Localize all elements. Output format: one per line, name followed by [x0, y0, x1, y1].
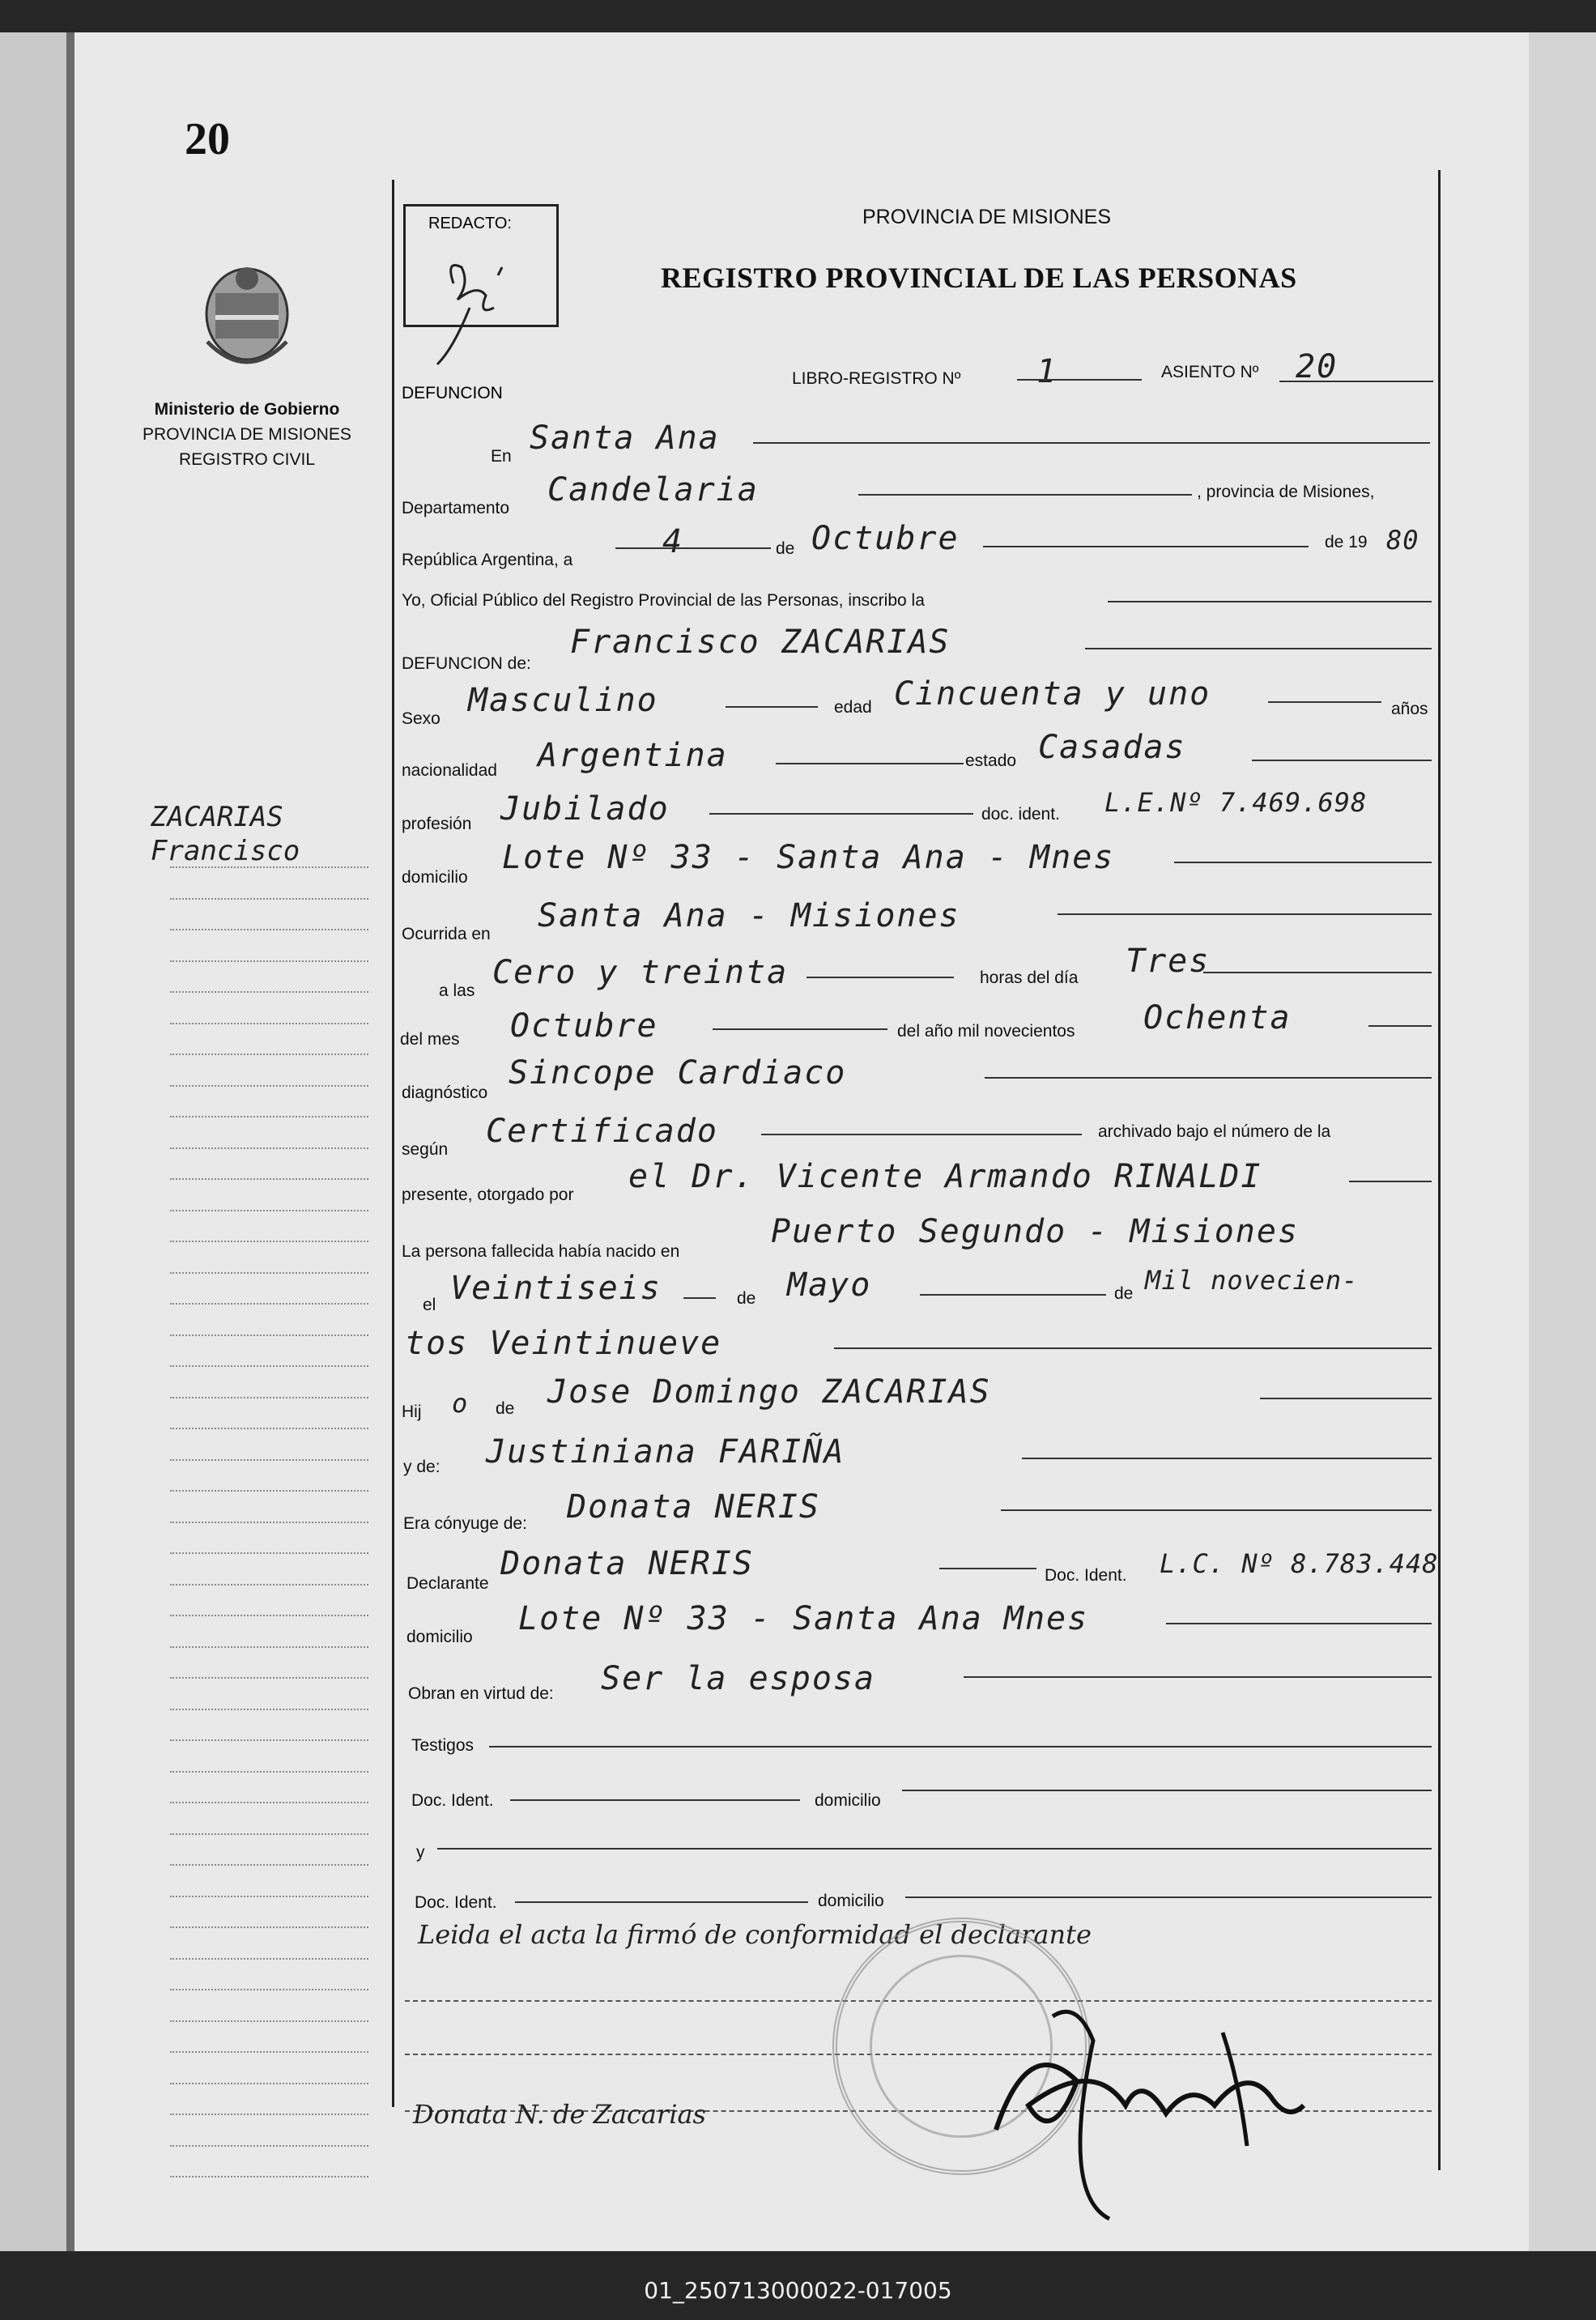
margin-ruled-line	[170, 1522, 368, 1523]
estado-label: estado	[965, 751, 1017, 770]
ministry-heading	[130, 397, 364, 472]
en-label: En	[491, 447, 512, 466]
scan-file-id: 01_250713000022-017005	[644, 2277, 952, 2304]
testigo2-line	[437, 1848, 1432, 1850]
domicilio-line	[1174, 862, 1432, 863]
edad-value: Cincuenta y uno	[894, 675, 1211, 713]
margin-ruled-line	[170, 1709, 368, 1710]
margin-ruled-line	[170, 1178, 368, 1180]
nac-anio-line	[834, 1347, 1432, 1349]
declarante-signature: Donata N. de Zacarias	[413, 2099, 706, 2130]
y-label: y	[416, 1843, 425, 1862]
testigo1-doc-label: Doc. Ident.	[411, 1791, 494, 1810]
el-label: el	[423, 1296, 436, 1314]
otorgado-por-line	[1349, 1181, 1432, 1182]
hij-de-label: de	[496, 1399, 515, 1418]
margin-ruled-line	[170, 1833, 368, 1835]
ocurrida-en-label: Ocurrida en	[402, 925, 491, 943]
de-nac-anio-label: de	[1114, 1284, 1134, 1303]
y-de-label: y de:	[403, 1458, 440, 1476]
margin-ruled-line	[170, 1303, 368, 1305]
ocurrida-en-value: Santa Ana - Misiones	[538, 897, 960, 934]
margin-ruled-line	[170, 1926, 368, 1928]
anio-value: 80	[1386, 525, 1419, 556]
nacionalidad-value: Argentina	[538, 737, 728, 774]
margin-given-name: Francisco	[151, 835, 300, 867]
margin-ruled-line	[170, 2176, 368, 2177]
margin-surname: ZACARIAS	[151, 801, 283, 833]
adjacent-page-right	[1529, 32, 1596, 2251]
lugar-value: Santa Ana	[530, 419, 720, 457]
margin-ruled-line	[170, 1023, 368, 1024]
margin-ruled-line	[170, 2145, 368, 2147]
estado-value: Casadas	[1038, 729, 1186, 766]
testigo2-doc-line	[515, 1901, 808, 1903]
province-heading: PROVINCIA DE MISIONES	[862, 206, 1112, 228]
margin-ruled-line	[170, 866, 368, 868]
ministry-line-1: Ministerio de Gobierno	[154, 400, 340, 419]
margin-ruled-line	[170, 1739, 368, 1741]
leida-el-acta-text: Leida el acta la firmó de conformidad el declarante	[418, 1919, 1092, 1950]
testigos-label: Testigos	[411, 1736, 475, 1755]
segun-value: Certificado	[486, 1113, 718, 1150]
departamento-line	[858, 494, 1192, 496]
decl-domicilio-line	[1166, 1623, 1432, 1624]
margin-ruled-line	[170, 1428, 368, 1429]
hijo-sufijo-value: o	[452, 1388, 469, 1419]
horas-del-dia-label: horas del día	[980, 968, 1079, 987]
departamento-value: Candelaria	[547, 471, 759, 509]
ocurrida-en-line	[1058, 913, 1432, 915]
archivado-label: archivado bajo el número de la	[1098, 1122, 1331, 1141]
margin-ruled-line	[170, 991, 368, 993]
margin-ruled-line	[170, 1054, 368, 1055]
margin-ruled-line	[170, 1335, 368, 1336]
margin-ruled-line	[170, 1802, 368, 1803]
page-number: 20	[185, 114, 230, 164]
declarante-value: Donata NERIS	[500, 1545, 754, 1582]
departamento-label: Departamento	[402, 499, 510, 517]
conyuge-value: Donata NERIS	[567, 1488, 820, 1526]
del-ano-mil-label: del año mil novecientos	[897, 1022, 1075, 1041]
persona-nacido-label: La persona fallecida había nacido en	[402, 1242, 680, 1261]
margin-ruled-line	[170, 1147, 368, 1149]
decl-domicilio-label: domicilio	[406, 1628, 473, 1646]
mes-fallecimiento-line	[713, 1028, 887, 1030]
margin-ruled-line	[170, 898, 368, 900]
sexo-line	[726, 706, 818, 708]
testigo1-domicilio-label: domicilio	[815, 1791, 881, 1810]
domicilio-label: domicilio	[402, 868, 468, 887]
diagnostico-line	[985, 1077, 1432, 1079]
hora-value: Cero y treinta	[492, 954, 789, 991]
otorgado-por-value: el Dr. Vicente Armando RINALDI	[628, 1158, 1262, 1195]
margin-ruled-line	[170, 1085, 368, 1087]
de-19-label: de 19	[1325, 533, 1368, 551]
segun-label: según	[402, 1140, 449, 1159]
padre-value: Jose Domingo ZACARIAS	[547, 1373, 991, 1411]
libro-value: 1	[1036, 353, 1058, 390]
sexo-value: Masculino	[468, 682, 658, 719]
testigo2-doc-label: Doc. Ident.	[415, 1893, 497, 1912]
nac-anio-value-2: tos Veintinueve	[405, 1325, 722, 1362]
nacionalidad-line	[776, 763, 964, 764]
declarante-line	[939, 1568, 1036, 1569]
diagnostico-value: Sincope Cardiaco	[509, 1054, 847, 1092]
margin-ruled-line	[170, 1615, 368, 1616]
adjacent-page-left	[0, 32, 66, 2251]
dia-value: 4	[662, 523, 684, 560]
asiento-value: 20	[1296, 348, 1339, 385]
diagnostico-label: diagnóstico	[402, 1083, 488, 1102]
provincia-misiones-label: , provincia de Misiones,	[1197, 483, 1375, 501]
hij-label: Hij	[402, 1403, 422, 1421]
domicilio-value: Lote Nº 33 - Santa Ana - Mnes	[502, 839, 1115, 876]
margin-ruled-line	[170, 1397, 368, 1398]
obran-value: Ser la esposa	[601, 1660, 876, 1697]
fallecido-line	[1085, 648, 1432, 649]
margin-ruled-line	[170, 1677, 368, 1679]
margin-ruled-line	[170, 2114, 368, 2115]
anio-fallecimiento-line	[1368, 1025, 1432, 1027]
madre-line	[1022, 1458, 1432, 1459]
nac-dia-line	[683, 1297, 716, 1299]
profesion-value: Jubilado	[500, 790, 670, 828]
doc-ident-value: L.E.Nº 7.469.698	[1104, 787, 1368, 818]
edad-label: edad	[834, 698, 872, 717]
asiento-line	[1279, 381, 1433, 382]
ministry-line-3: REGISTRO CIVIL	[178, 450, 316, 469]
libro-line	[1017, 379, 1142, 381]
hora-line	[807, 977, 954, 978]
margin-ruled-line	[170, 2020, 368, 2022]
dia-fallecimiento-value: Tres	[1126, 943, 1211, 980]
margin-ruled-line	[170, 1210, 368, 1211]
registry-title: REGISTRO PROVINCIAL DE LAS PERSONAS	[661, 262, 1297, 294]
decl-doc-label: Doc. Ident.	[1045, 1566, 1127, 1585]
ministry-line-2: PROVINCIA DE MISIONES	[143, 425, 351, 444]
padre-line	[1260, 1398, 1432, 1399]
margin-ruled-line	[170, 1646, 368, 1648]
margin-ruled-line	[170, 1552, 368, 1554]
testigos-line	[489, 1746, 1432, 1747]
obran-label: Obran en virtud de:	[408, 1684, 554, 1703]
testigo1-domicilio-line	[902, 1790, 1432, 1791]
anio-fallecimiento-value: Ochenta	[1143, 999, 1292, 1037]
dia-line	[615, 547, 771, 549]
testigo2-domicilio-label: domicilio	[818, 1892, 884, 1910]
edad-line	[1268, 701, 1381, 703]
nac-anio-value-1: Mil novecien-	[1145, 1265, 1359, 1296]
de-nac-label: de	[737, 1289, 756, 1308]
margin-ruled-line	[170, 2051, 368, 2053]
mes-fallecimiento-value: Octubre	[510, 1007, 658, 1045]
nac-mes-value: Mayo	[787, 1266, 872, 1304]
testigo1-doc-line	[510, 1799, 800, 1801]
doc-ident-label: doc. ident.	[981, 805, 1060, 824]
defuncion-label: DEFUNCION	[402, 384, 503, 402]
margin-ruled-line	[170, 1989, 368, 1990]
fallecido-value: Francisco ZACARIAS	[570, 624, 951, 661]
libro-label: LIBRO-REGISTRO Nº	[792, 369, 961, 388]
margin-ruled-line	[170, 1958, 368, 1960]
redacto-label: REDACTO:	[428, 215, 512, 232]
presente-label: presente, otorgado por	[402, 1186, 574, 1204]
estado-line	[1252, 760, 1432, 761]
margin-index-note	[151, 800, 300, 868]
anos-label: años	[1391, 700, 1428, 718]
margin-ruled-line	[170, 1490, 368, 1492]
obran-line	[964, 1676, 1432, 1678]
era-conyuge-label: Era cónyuge de:	[403, 1514, 527, 1533]
margin-ruled-line	[170, 1771, 368, 1773]
testigo2-domicilio-line	[905, 1896, 1432, 1898]
margin-ruled-line	[170, 1864, 368, 1866]
nac-mes-line	[920, 1294, 1106, 1296]
conyuge-line	[1001, 1509, 1432, 1511]
lugar-line	[753, 442, 1430, 444]
de-label: de	[776, 539, 795, 558]
margin-ruled-line	[170, 1272, 368, 1274]
margin-ruled-line	[170, 929, 368, 930]
official-signature	[980, 1984, 1360, 2227]
margin-ruled-line	[170, 1241, 368, 1242]
margin-ruled-line	[170, 2083, 368, 2084]
nacionalidad-label: nacionalidad	[402, 761, 497, 780]
republica-label: República Argentina, a	[402, 551, 573, 569]
segun-line	[761, 1134, 1082, 1135]
profesion-label: profesión	[402, 815, 472, 833]
margin-ruled-line	[170, 1896, 368, 1897]
sexo-label: Sexo	[402, 709, 440, 728]
coat-of-arms-icon	[199, 261, 295, 374]
nacido-en-value: Puerto Segundo - Misiones	[771, 1213, 1300, 1250]
profesion-line	[709, 813, 973, 815]
right-vertical-rule	[1438, 170, 1441, 2170]
yo-oficial-label: Yo, Oficial Público del Registro Provincial de las Personas, inscribo la	[402, 591, 925, 610]
decl-doc-value: L.C. Nº 8.783.448	[1160, 1548, 1439, 1579]
yo-oficial-line	[1108, 601, 1432, 602]
margin-ruled-line	[170, 1116, 368, 1117]
del-mes-label: del mes	[400, 1030, 460, 1049]
asiento-label: ASIENTO Nº	[1161, 363, 1259, 381]
declarante-label: Declarante	[406, 1574, 489, 1593]
mes-value: Octubre	[811, 520, 960, 557]
madre-value: Justiniana FARIÑA	[486, 1433, 845, 1471]
margin-ruled-line	[170, 960, 368, 962]
margin-ruled-line	[170, 1365, 368, 1367]
a-las-label: a las	[439, 981, 475, 1000]
left-vertical-rule	[392, 180, 394, 2107]
decl-domicilio-value: Lote Nº 33 - Santa Ana Mnes	[518, 1600, 1089, 1637]
nac-dia-value: Veintiseis	[450, 1270, 662, 1307]
defuncion-de-label: DEFUNCION de:	[402, 654, 531, 673]
margin-ruled-line	[170, 1584, 368, 1586]
dia-fallecimiento-line	[1203, 972, 1432, 973]
redacto-initials-signature	[421, 251, 534, 372]
mes-line	[983, 546, 1309, 547]
margin-ruled-line	[170, 1459, 368, 1461]
